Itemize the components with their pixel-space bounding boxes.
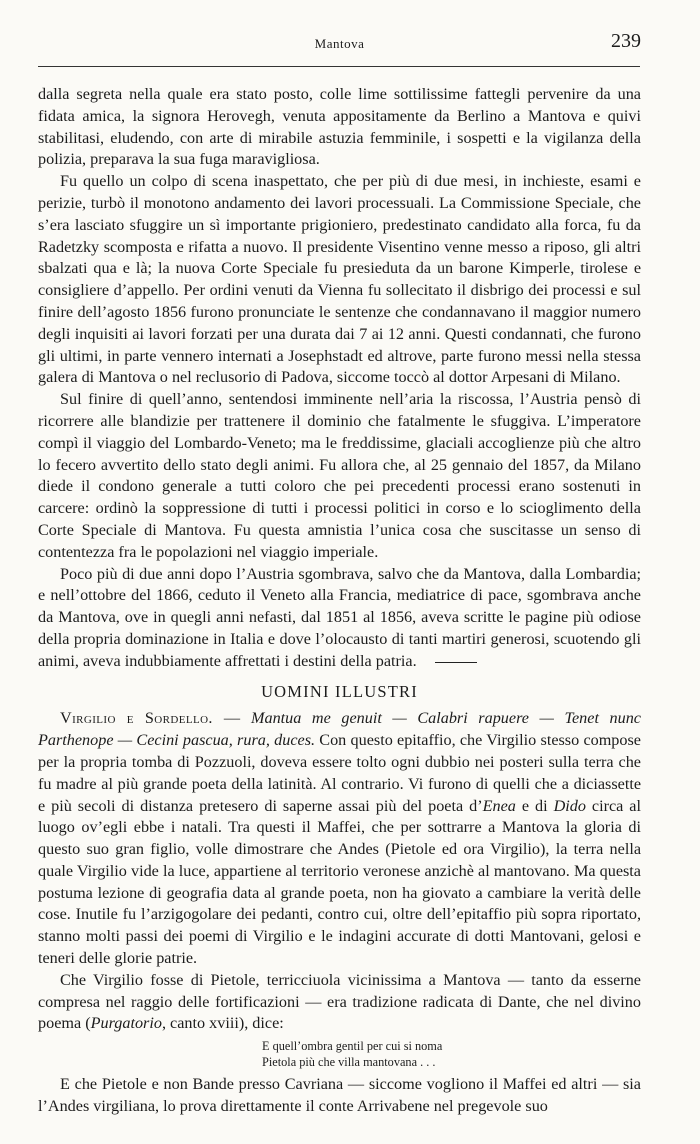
paragraph-escape: dalla segreta nella quale era stato posto, colle lime sottilissime fattegli pervenire da una fidata amica, la signora Herovegh, venuta appositamente da Berlino a Mantova e quivi stabilitasi, eludendo, con arte di mirabile astuzia femminile, i sospetti e la vigilanza della polizia, preparava la sua fuga maravigliosa. <box>38 85 641 169</box>
pietole-text-2: , canto xviii), dice: <box>161 1014 284 1033</box>
end-rule <box>435 662 477 663</box>
verse-line: Pietola più che villa mantovana . . . <box>262 1054 436 1069</box>
page-number: 239 <box>611 30 641 52</box>
entry-lead: Virgilio e Sordello. — <box>60 709 241 728</box>
page-body <box>38 84 641 1118</box>
title-enea: Enea <box>482 796 516 815</box>
verse-quote <box>262 1039 641 1070</box>
epitaph: Mantua me genuit — Calabri rapuere — Tenet nunc Parthenope — Cecini pascua, rura, duces. <box>38 709 641 750</box>
virgilio-text-2: e di <box>515 796 554 815</box>
title-dido: Dido <box>553 796 586 815</box>
paragraph-andes: E che Pietole e non Bande presso Cavriana — siccome vogliono il Maffei ed altri — sia l’Andes virgiliana, lo prova direttamente il conte Arrivabene nel pregevole suo <box>38 1075 641 1116</box>
paragraph-liberation-text: Poco più di due anni dopo l’Austria sgombrava, salvo che da Mantova, dalla Lombardia; e nell’ottobre del 1866, ceduto il Veneto alla Francia, mediatrice di pace, sgombrava anche da Mantova, ove in quegli anni nefasti, dal 1851 al 1856, aveva scritte le pagine più odiose della propria dominazione in Italia e dove l’olocausto di tanti martiri generosi, scuotendo gli animi, aveva indubbiamente affrettati i destini della patria. <box>38 564 641 670</box>
paragraph-pietole <box>38 970 641 1035</box>
paragraph-commission: Fu quello un colpo di scena inaspettato, che per più di due mesi, in inchieste, esami e perizie, turbò il monotono andamento dei lavori processuali. La Commissione Speciale, che s’era lasciato sfuggire un sì importante prigioniero, predestinato candidato alla forca, fu da Radetzky scomposta e rifatta a nuovo. Il presidente Visentino venne messo a riposo, gli altri sbalzati qua e là; la nuova Corte Speciale fu presieduta da un barone Kimperle, tirolese e consigliere d’appello. Per ordini venuti da Vienna fu sollecitato il disbrigo dei processi e sul finire dell’agosto 1856 furono pronunciate le sentenze che condannavano il maggior numero degli inquisiti ai lavori forzati per una durata dai 7 ai 12 anni. Questi condannati, che furono gli ultimi, in parte vennero internati a Josephstadt ed altrove, parte furono messi nella stessa galera di Mantova o nel reclusorio di Padova, siccome toccò al dottor Arpesani di Milano. <box>38 172 641 387</box>
paragraph-virgilio <box>38 708 641 970</box>
header-rule <box>38 66 640 67</box>
pietole-text-1: Che Virgilio fosse di Pietole, terricciuola vicinissima a Mantova — tanto da esserne compresa nel raggio delle fortificazioni — era tradizione radicata di Dante, che nel divino poema ( <box>38 970 641 1033</box>
title-purgatorio: Purgatorio <box>90 1014 162 1033</box>
paragraph-liberation <box>38 564 641 673</box>
virgilio-text-1: Con questo epitaffio, che Virgilio stesso compose per la propria tomba di Pozzuoli, doveva essere tolto ogni dubbio nei posteri sulla terra che fu madre al più grande poeta della latinità. Al contrario. Vi furono di quelli che a diciassette e più secoli di distanza pretesero di saperne assai più del poeta d’ <box>38 731 641 815</box>
virgilio-text-3: circa al luogo ov’egli ebbe i natali. Tra questi il Maffei, che per sottrarre a Mantova la gloria di questo suo gran figlio, volle dimostrare che Andes (Pietole ed ora Virgilio), la terra nella quale Virgilio vide la luce, appartiene al territorio veronese anzichè al mantovano. Ma questa postuma lezione di geografia data al grande poeta, non ha giovato a cambiare la verità delle cose. Inutile fu l’arzigogolare dei pedanti, contro cui, oltre dell’epitaffio più sopra riportato, stanno molti passi dei poemi di Virgilio e le indagini accurate di dotti Mantovani, gelosi e teneri delle glorie patrie. <box>38 796 641 968</box>
verse-line: E quell’ombra gentil per cui si noma <box>262 1039 443 1054</box>
section-heading: UOMINI ILLUSTRI <box>261 681 418 701</box>
paragraph-amnesty: Sul finire di quell’anno, sentendosi imminente nell’aria la riscossa, l’Austria pensò di ricorrere alle blandizie per trattenere il dominio che fatalmente le sfuggiva. L’imperatore compì il viaggio del Lombardo-Veneto; ma le freddissime, glaciali accoglienze più che altro lo fecero avvertito dello stato degli animi. Fu allora che, al 25 gennaio del 1857, da Milano diede il condono generale a tutti coloro che pei precedenti processi erano sostenuti in carcere: ordinò la soppressione di tutti i processi politici in corso e lo scioglimento della Corte Speciale di Mantova. Fu questa amnistia l’unica cosa che suscitasse un senso di contentezza fra le popolazioni nel viaggio imperiale. <box>38 390 641 561</box>
running-head: Mantova <box>314 36 365 51</box>
page-header <box>38 30 641 54</box>
